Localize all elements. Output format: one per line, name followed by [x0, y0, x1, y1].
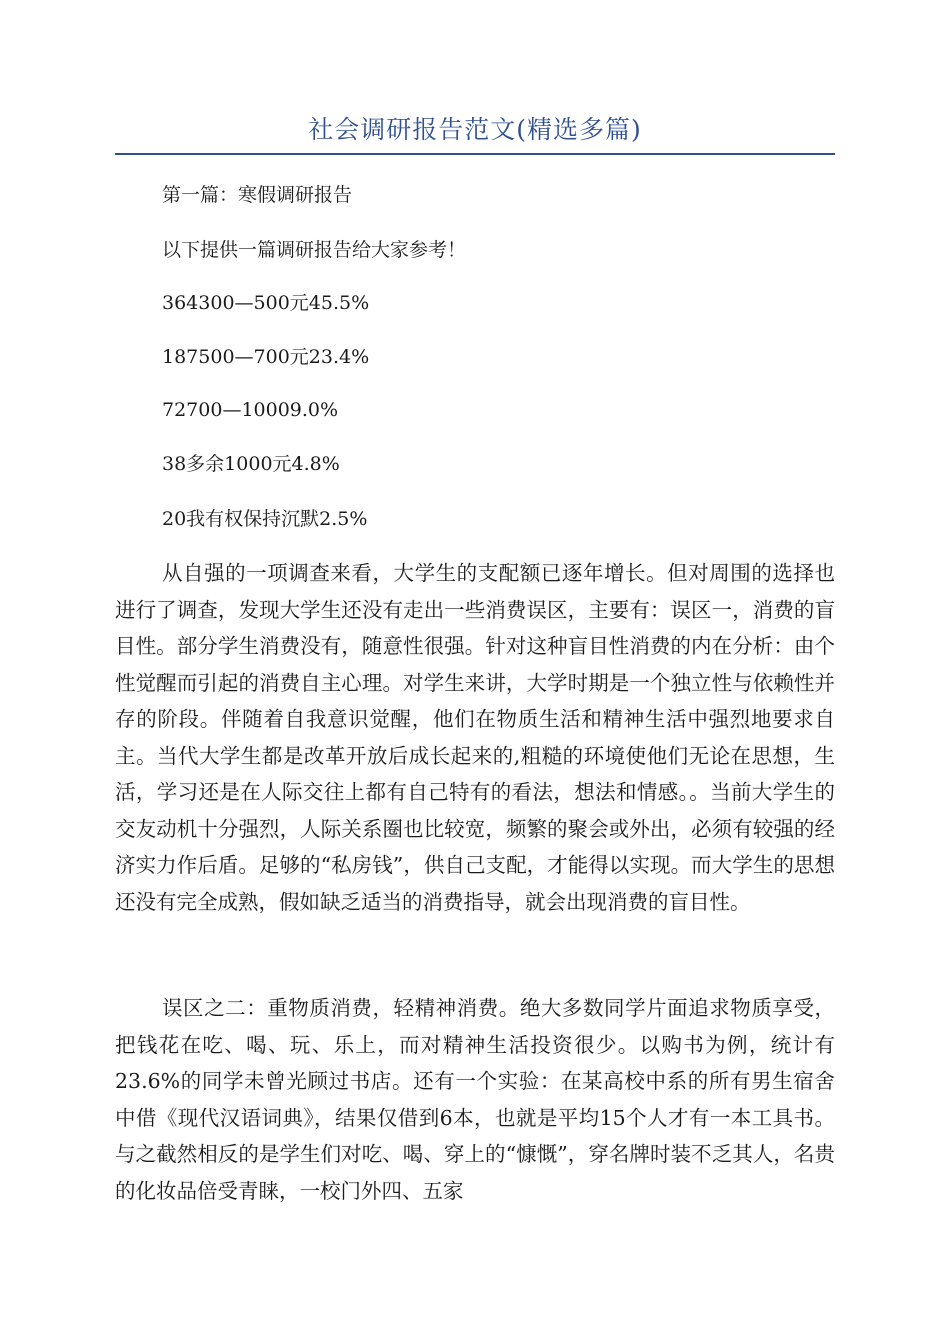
body-paragraph: 从自强的一项调查来看，大学生的支配额已逐年增长。但对周围的选择也进行了调查，发现大学生还没有走出一些消费误区，主要有：误区一，消费的盲目性。部分学生消费没有，随意性很强。针对这种盲目性消费的内在分析：由个性觉醒而引起的消费自主心理。对学生来讲，大学时期是一个独立性与依赖性并存的阶段。伴随着自我意识觉醒，他们在物质生活和精神生活中强烈地要求自主。当代大学生都是改革开放后成长起来的,粗糙的环境使他们无论在思想，生活，学习还是在人际交往上都有自己特有的看法，想法和情感。。当前大学生的交友动机十分强烈，人际关系圈也比较宽，频繁的聚会或外出，必须有较强的经济实力作后盾。足够的“私房钱”，供自己支配，才能得以实现。而大学生的思想还没有完全成熟，假如缺乏适当的消费指导，就会出现消费的盲目性。	[115, 561, 835, 914]
stat-line: 72700—10009.0%	[162, 399, 339, 421]
section-heading: 第一篇：寒假调研报告	[162, 184, 353, 206]
title-underline	[115, 153, 835, 155]
body-paragraph: 误区之二：重物质消费，轻精神消费。绝大多数同学片面追求物质享受，把钱花在吃、喝、玩、乐上，而对精神生活投资很少。以购书为例，统计有23.6%的同学未曾光顾过书店。还有一个实验：在某高校中系的所有男生宿舍中借《现代汉语词典》，结果仅借到6本，也就是平均15个人才有一本工具书。与之截然相反的是学生们对吃、喝、穿上的“慷慨”，穿名牌时装不乏其人，名贵的化妆品倍受青睐，一校门外四、五家	[115, 996, 835, 1203]
stat-line: 364300—500元45.5%	[162, 292, 370, 314]
stat-line: 187500—700元23.4%	[162, 346, 370, 368]
stat-line: 38多余1000元4.8%	[162, 453, 340, 475]
stat-line: 20我有权保持沉默2.5%	[162, 508, 368, 530]
intro-line: 以下提供一篇调研报告给大家参考！	[162, 239, 467, 261]
document-title: 社会调研报告范文(精选多篇)	[308, 115, 642, 144]
